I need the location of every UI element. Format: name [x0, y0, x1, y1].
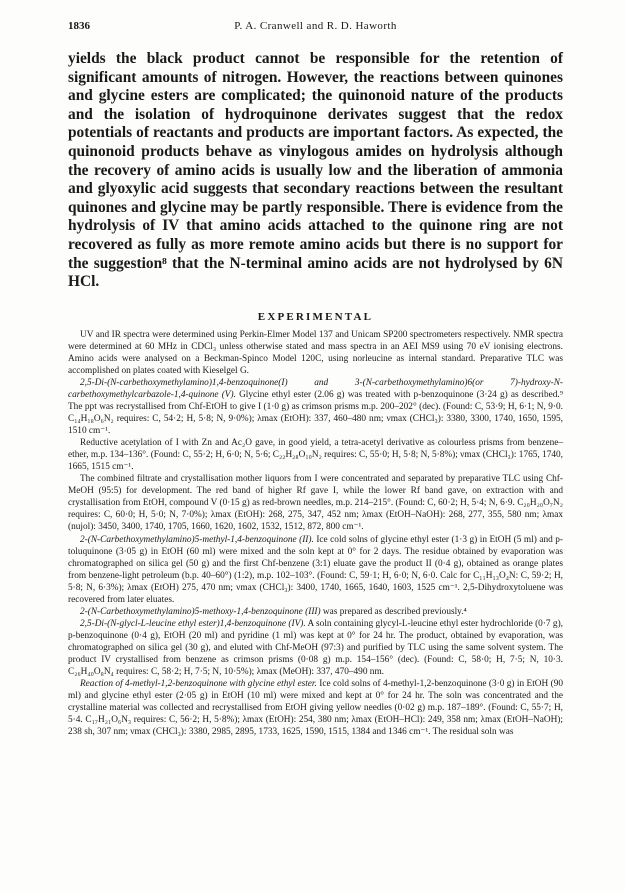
- discussion-continuation: [68, 50, 563, 292]
- exp-paragraph-acetylation: [68, 437, 563, 473]
- exp-paragraph-body: Glycine ethyl ester (2.06 g) was treated with p-benzoquinone (3·24 g) as described.⁹ The ppt was recrystallised from Chf-EtOH to give I (1·0 g) as crimson prisms m.p. 200–202° (dec). (Found: C, 53·9; H, 6·1; N, 9·0. C₁₄H₁₈O₆N₂ requires: C, 54·2; H, 5·8; N, 9·0%); λmax (EtOH): 337, 460–480 nm; νmax (CHCl₃): 3380, 3300, 1740, 1650, 1595, 1510 cm⁻¹.: [68, 389, 563, 437]
- exp-paragraph-filtrate: [68, 473, 563, 533]
- running-head-authors: P. A. Cranwell and R. D. Haworth: [234, 20, 397, 32]
- exp-paragraph-body: UV and IR spectra were determined using Perkin-Elmer Model 137 and Unicam SP200 spectrometers respectively. NMR spectra were determined at 60 MHz in CDCl₃ unless otherwise stated and mass spectra in an AEI MS9 using 70 eV ionising electrons. Amino acids were analysed on a Beckman-Spinco Model 120C, using norleucine as internal standard. Preparative TLC was accomplished on plates coated with Kieselgel G.: [68, 329, 563, 376]
- exp-paragraph-title: 2,5-Di-(N-glycl-L-leucine ethyl ester)1,4-benzoquinone (IV).: [80, 618, 306, 629]
- exp-paragraph-title: Reaction of 4-methyl-1,2-benzoquinone with glycine ethyl ester.: [80, 679, 317, 690]
- exp-paragraph-body: Ice cold solns of glycine ethyl ester (1·3 g) in EtOH (5 ml) and p-toluquinone (3·05 g) in EtOH (60 ml) were mixed and the soln kept at 0° for 2 days. The residue obtained by evaporation was chromatographed on silica gel (50 g) and the first Chf-benzene (3:1) eluate gave the product II (0·4 g), obtained as orange plates from benzene-light petroleum (b.p. 40–60°) (1:2), m.p. 102–103°. (Found: C, 59·1; H, 6·0; N, 6·0. Calc for C₁₁H₁₃O₄N: C, 59·2; H, 5·8; N, 6·3%); λmax (EtOH) 275, 470 nm; νmax (CHCl₃): 3400, 1740, 1665, 1640, 1603, 1525 cm⁻¹. 2,5-Dihydroxytoluene was recovered from later eluates.: [68, 534, 563, 605]
- exp-paragraph-body: Ice cold solns of 4-methyl-1,2-benzoquinone (3·0 g) in EtOH (90 ml) and glycine ethyl ester (2·05 g) in EtOH (10 ml) were mixed and kept at 0° for 24 hr. The soln was concentrated and the crystalline material was collected and recrystallised from EtOH giving yellow needles (0·02 g) m.p. 187–189°. (Found: C, 55·7; H, 5·4. C₁₇H₂₁O₆N₃ requires: C, 56·2; H, 5·8%); λmax (EtOH): 254, 380 nm; λmax (EtOH–HCl): 249, 358 nm; λmax (EtOH–NaOH); 238 sh, 307 nm; νmax (CHCl₃): 3380, 2985, 2895, 1733, 1625, 1590, 1515, 1384 and 1346 cm⁻¹. The residual soln was: [68, 679, 563, 738]
- exp-paragraph-title: 2,5-Di-(N-carbethoxymethylamino)1,4-benzoquinone(I) and 3-(N-carbethoxymethylamino)6(or 7)-hydroxy-N-carbethoxymethylcarbazole-1,4-quinone (V).: [68, 377, 563, 400]
- exp-paragraph-compound-ii: [68, 534, 563, 606]
- exp-paragraph-instruments: [68, 329, 563, 377]
- experimental-section: [68, 329, 563, 739]
- page-number: 1836: [68, 20, 90, 32]
- exp-paragraph-compound-iv: [68, 618, 563, 678]
- exp-paragraph-body: A soln containing glycyl-L-leucine ethyl ester hydrochloride (0·7 g), p-benzoquinone (0·4 g), EtOH (20 ml) and pyridine (1 ml) was kept at 0° for 24 hr. The product, obtained by evaporation, was chromatographed on silica gel (30 g), and eluted with Chf-MeOH (97:3) and purified by TLC using the same solvent system. The product IV crystallised from benzene as crimson prisms (0·08 g) m.p. 154–156° (dec). (Found: C, 58·0; H, 7·5; N, 10·3. C₂₆H₄₀O₈N₄ requires: C, 58·2; H, 7·5; N, 10·5%); λmax (MeOH): 337, 470–490 nm.: [68, 618, 563, 678]
- exp-paragraph-body: Reductive acetylation of I with Zn and Ac₂O gave, in good yield, a tetra-acetyl derivative as colourless prisms from benzene–ether, m.p. 134–136°. (Found: C, 55·2; H, 6·0; N, 5·6; C₂₂H₂₈O₁₀N₂ requires: C, 55·0; H, 5·8; N, 5·8%); νmax (CHCl₃): 1765, 1740, 1665, 1515 cm⁻¹.: [68, 438, 563, 473]
- exp-paragraph-compound-iii: [68, 606, 563, 618]
- section-heading: EXPERIMENTAL: [257, 310, 374, 323]
- exp-paragraph-methylquinone: [68, 678, 563, 738]
- exp-paragraph-body: was prepared as described previously.⁴: [320, 606, 467, 617]
- running-head: [68, 20, 563, 36]
- exp-paragraph-title: 2-(N-Carbethoxymethylamino)5-methoxy-1,4-benzoquinone (III): [80, 606, 321, 617]
- exp-paragraph-body: The combined filtrate and crystallisation mother liquors from I were concentrated and separated by preparative TLC using Chf-MeOH (95:5) for development. The red band of higher Rf gave I, while the lower Rf band gave, on extraction with and crystallisation from EtOH, compound V (0·15 g) as red-brown needles, m.p. 214–215°. (Found: C, 60·2; H, 5·4; N, 6·9. C₂₀H₂₀O₇N₂ requires: C, 60·0; H, 5·0; N, 7·0%); λmax (EtOH): 268, 275, 347, 452 nm; λmax (EtOH–NaOH): 268, 277, 355, 580 nm; λmax (nujol): 3450, 3400, 1740, 1705, 1660, 1620, 1602, 1532, 1512, 872, 800 cm⁻¹.: [68, 474, 563, 533]
- exp-paragraph-compound-i: [68, 377, 563, 437]
- lead-paragraph: yields the black product cannot be responsible for the retention of significant amounts of nitrogen. However, the reactions between quinones and glycine esters are complicated; the quinonoid nature of the products and the isolation of hydroquinone derivates suggest that the redox potentials of reactants and products are important factors. As expected, the quinonoid products behave as vinylogous amides on hydrolysis although the recovery of amino acids is usually low and the liberation of ammonia and glyoxylic acid suggests that secondary reactions between the resultant quinones and glycine may be partly responsible. There is evidence from the hydrolysis of IV that amino acids attached to the quinone ring are not recovered as fully as more remote amino acids but there is no support for the suggestion⁸ that the N-terminal amino acids are not hydrolysed by 6N HCl.: [68, 50, 563, 291]
- exp-paragraph-title: 2-(N-Carbethoxymethylamino)5-methyl-1,4-benzoquinone (II).: [80, 534, 314, 545]
